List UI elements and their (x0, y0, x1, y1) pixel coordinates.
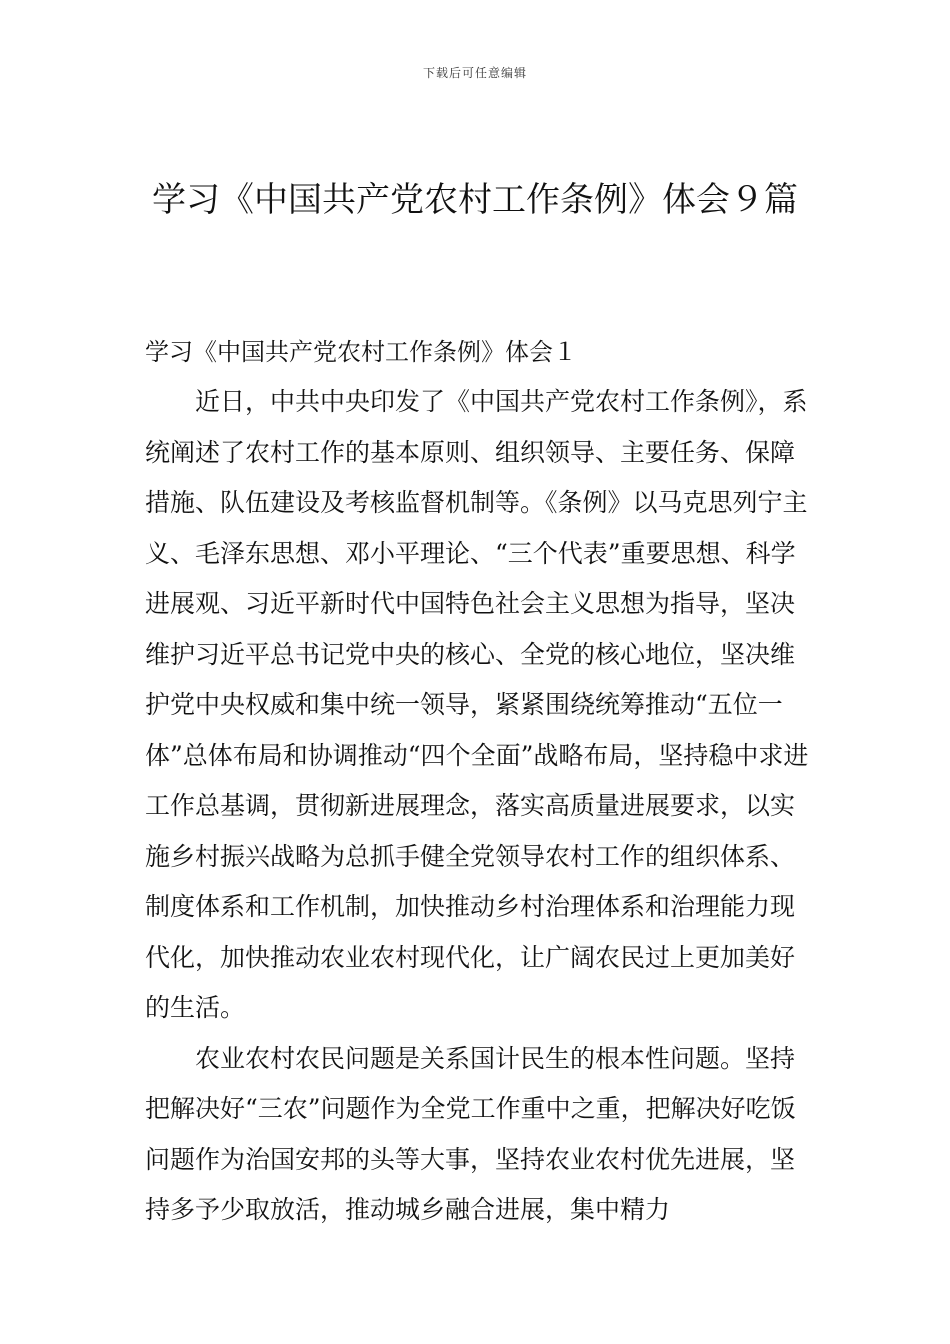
paragraph-2: 农业农村农民问题是关系国计民生的根本性问题。坚持把解决好“三农”问题作为全党工作重中之重，把解决好吃饭问题作为治国安邦的头等大事，坚持农业农村优先进展，坚持多予少取放活，推动城乡融合进展，集中精力 (145, 1043, 796, 1224)
document-body (145, 327, 810, 1236)
document-title: 学习《中国共产党农村工作条例》体会９篇 (152, 180, 798, 220)
section-heading: 学习《中国共产党农村工作条例》体会１ (145, 338, 577, 366)
header-note: 下载后可任意编辑 (422, 66, 527, 80)
paragraph-1: 近日，中共中央印发了《中国共产党农村工作条例》，系统阐述了农村工作的基本原则、组织领导、主要任务、保障措施、队伍建设及考核监督机制等。《条例》以马克思列宁主义、毛泽东思想、邓小平理论、“三个代表”重要思想、科学进展观、习近平新时代中国特色社会主义思想为指导，坚决维护习近平总书记党中央的核心、全党的核心地位，坚决维护党中央权威和集中统一领导，紧紧围绕统筹推动“五位一体”总体布局和协调推动“四个全面”战略布局，坚持稳中求进工作总基调，贯彻新进展理念，落实高质量进展要求，以实施乡村振兴战略为总抓手健全党领导农村工作的组织体系、制度体系和工作机制，加快推动乡村治理体系和治理能力现代化，加快推动农业农村现代化，让广阔农民过上更加美好的生活。 (145, 387, 809, 1022)
